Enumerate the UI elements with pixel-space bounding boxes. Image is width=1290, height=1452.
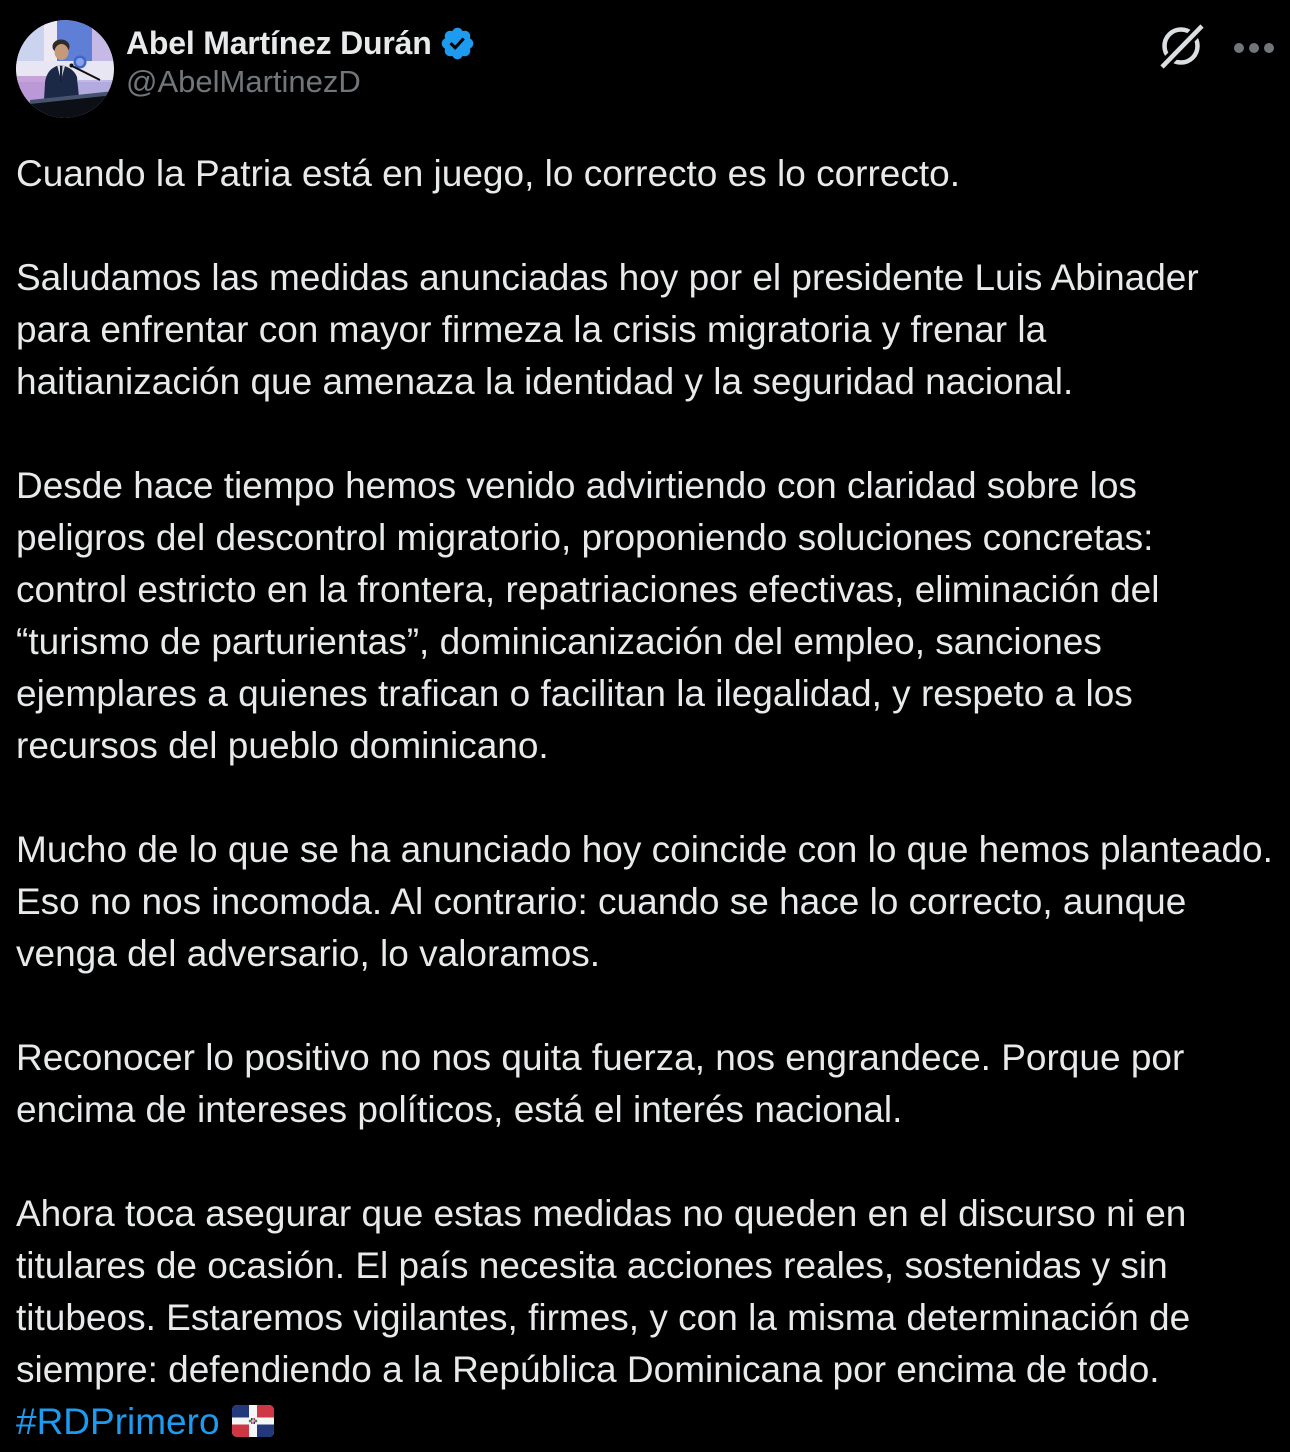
header-actions <box>1158 22 1274 70</box>
avatar[interactable] <box>16 20 114 118</box>
post-paragraph: Ahora toca asegurar que estas medidas no queden en el discurso ni en titulares de ocasión. El país necesita acciones reales, sostenidas y sin titubeos. Estaremos vigilantes, firmes, y con la misma determinación de siempre: defendiendo a la República Dominicana por encima de todo. <box>16 1193 1191 1390</box>
hashtag-link[interactable]: #RDPrimero <box>16 1401 220 1442</box>
verified-icon <box>439 25 476 62</box>
author-name[interactable]: Abel Martínez Durán <box>126 25 432 61</box>
post-paragraph: Cuando la Patria está en juego, lo correcto es lo correcto. <box>16 153 961 194</box>
post-header <box>16 20 1274 118</box>
grok-button[interactable] <box>1158 22 1206 70</box>
post-paragraph: Desde hace tiempo hemos venido advirtiendo con claridad sobre los peligros del descontrol migratorio, proponiendo soluciones concretas: control estricto en la frontera, repatriaciones efectivas, eliminación del “turismo de parturientas”, dominicanización del empleo, sanciones ejemplares a quienes trafican o facilitan la ilegalidad, y respeto a los recursos del pueblo dominicano. <box>16 465 1160 766</box>
post-paragraph: Mucho de lo que se ha anunciado hoy coincide con lo que hemos planteado. Eso no nos incomoda. Al contrario: cuando se hace lo correcto, aunque venga del adversario, lo valoramos. <box>16 829 1273 974</box>
ellipsis-icon <box>1234 42 1274 54</box>
avatar-image <box>16 20 114 118</box>
more-button[interactable] <box>1234 42 1274 54</box>
author-handle[interactable]: @AbelMartinezD <box>126 64 361 99</box>
author-name-row[interactable] <box>126 24 476 62</box>
dominican-republic-flag-icon <box>232 1405 274 1437</box>
hashtag-line <box>16 1396 1274 1448</box>
post-paragraph: Saludamos las medidas anunciadas hoy por el presidente Luis Abinader para enfrentar con mayor firmeza la crisis migratoria y frenar la haitianización que amenaza la identidad y la seguridad nacional. <box>16 257 1199 402</box>
grok-icon <box>1158 22 1206 70</box>
post-body <box>16 148 1274 1448</box>
post-paragraph: Reconocer lo positivo no nos quita fuerza, nos engrandece. Porque por encima de intereses políticos, está el interés nacional. <box>16 1037 1185 1130</box>
author-id-block <box>126 20 476 100</box>
